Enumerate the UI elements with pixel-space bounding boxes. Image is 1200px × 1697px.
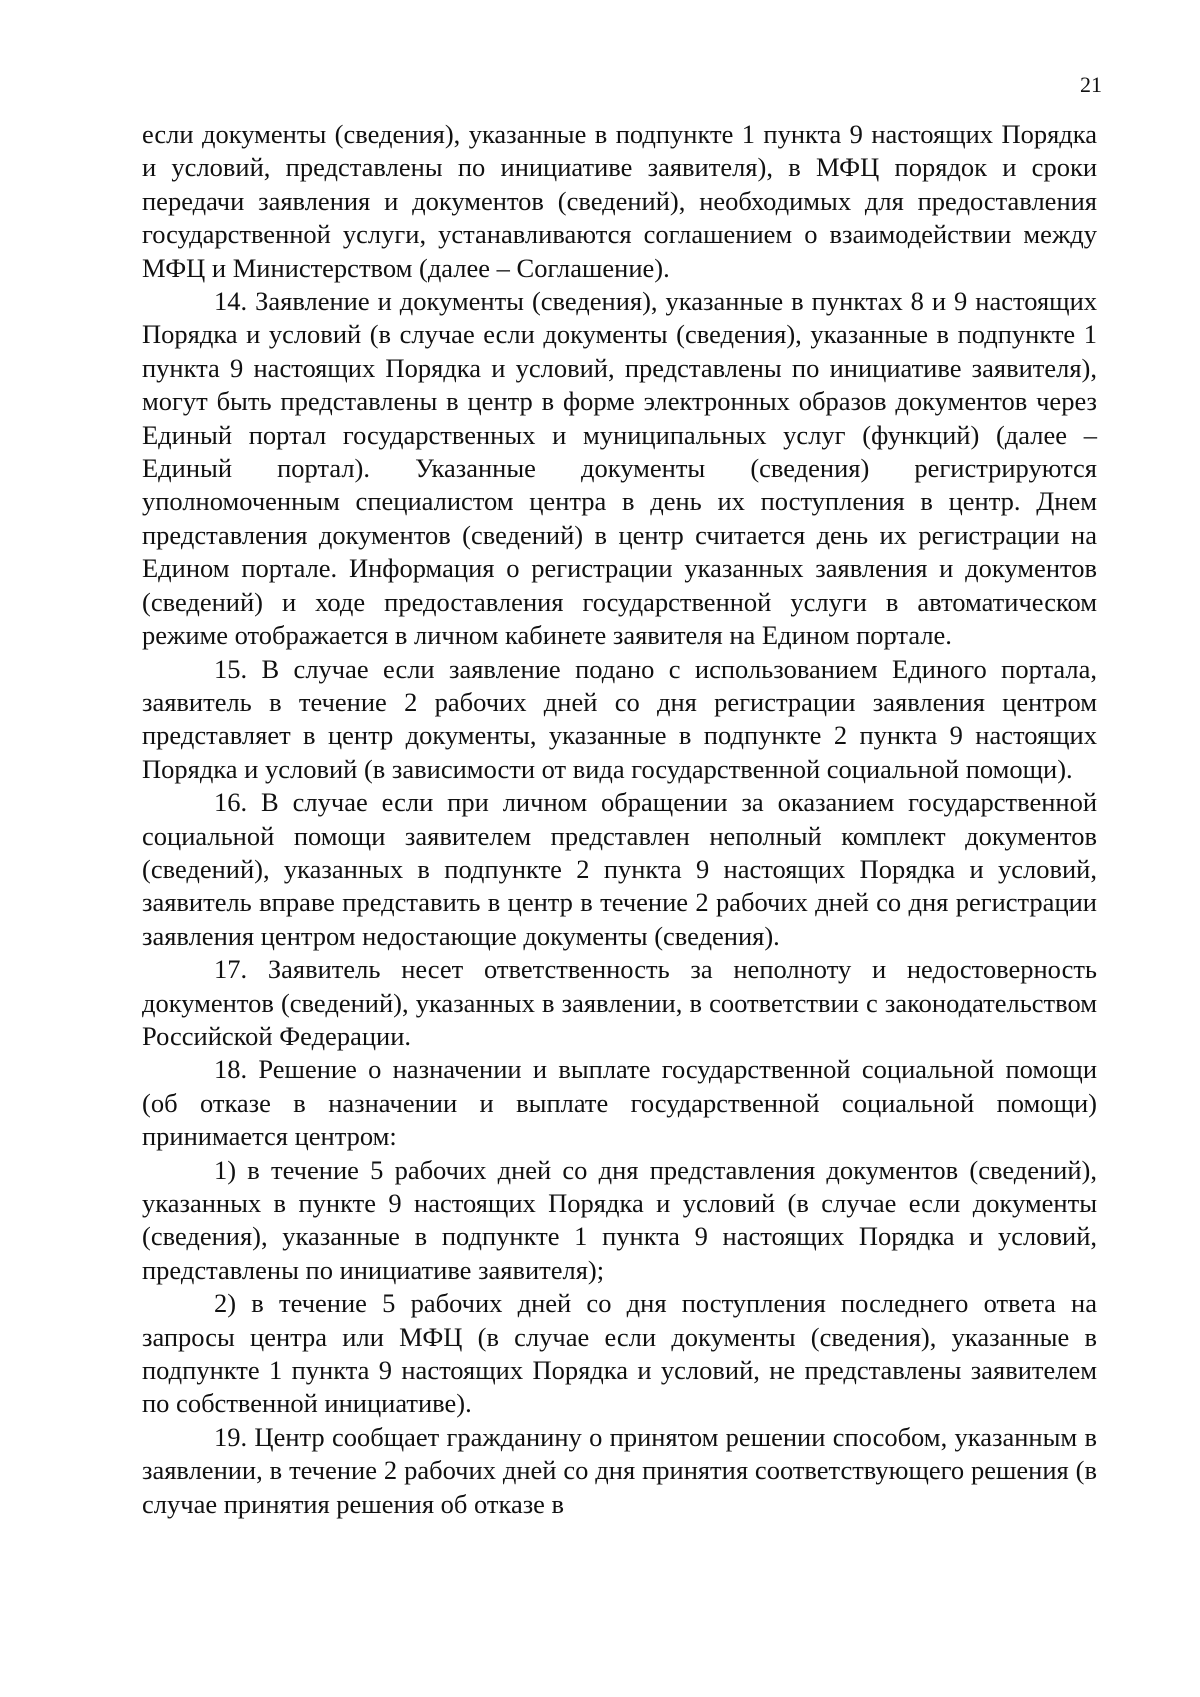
page-number: 21 (1080, 72, 1102, 97)
paragraph-continuation: если документы (сведения), указанные в подпункте 1 пункта 9 настоящих Порядка и условий, представлены по инициативе заявителя), в МФЦ порядок и сроки передачи заявления и документов (сведений), необходимых для предоставления государственной услуги, устанавливаются соглашением о взаимодействии между МФЦ и Министерством (далее – Соглашение). (142, 119, 1097, 283)
paragraph-17: 17. Заявитель несет ответственность за неполноту и недостоверность документов (сведений), указанных в заявлении, в соответствии с законодательством Российской Федерации. (142, 954, 1097, 1051)
paragraph-16: 16. В случае если при личном обращении за оказанием государственной социальной помощи заявителем представлен неполный комплект документов (сведений), указанных в подпункте 2 пункта 9 настоящих Порядка и условий, заявитель вправе представить в центр в течение 2 рабочих дней со дня регистрации заявления центром недостающие документы (сведения). (142, 787, 1097, 951)
paragraph-18: 18. Решение о назначении и выплате государственной социальной помощи (об отказе в назначении и выплате государственной социальной помощи) принимается центром: (142, 1054, 1097, 1152)
document-body (142, 118, 1097, 1521)
paragraph-18-item-1: 1) в течение 5 рабочих дней со дня представления документов (сведений), указанных в пункте 9 настоящих Порядка и условий (в случае если документы (сведения), указанные в подпункте 1 пункта 9 настоящих Порядка и условий, представлены по инициативе заявителя); (142, 1154, 1097, 1285)
paragraph-19: 19. Центр сообщает гражданину о принятом решении способом, указанным в заявлении, в течение 2 рабочих дней со дня принятия соответствующего решения (в случае принятия решения об отказе в (142, 1421, 1097, 1519)
paragraph-15: 15. В случае если заявление подано с использованием Единого портала, заявитель в течение 2 рабочих дней со дня регистрации заявления центром представляет в центр документы, указанные в подпункте 2 пункта 9 настоящих Порядка и условий (в зависимости от вида государственной социальной помощи). (142, 653, 1097, 784)
paragraph-18-item-2: 2) в течение 5 рабочих дней со дня поступления последнего ответа на запросы центра или МФЦ (в случае если документы (сведения), указанные в подпункте 1 пункта 9 настоящих Порядка и условий, не представлены заявителем по собственной инициативе). (142, 1288, 1097, 1419)
paragraph-14: 14. Заявление и документы (сведения), указанные в пунктах 8 и 9 настоящих Порядка и условий (в случае если документы (сведения), указанные в подпункте 1 пункта 9 настоящих Порядка и условий, представлены по инициативе заявителя), могут быть представлены в центр в форме электронных образов документов через Единый портал государственных и муниципальных услуг (функций) (далее – Единый портал). Указанные документы (сведения) регистрируются уполномоченным специалистом центра в день их поступления в центр. Днем представления документов (сведений) в центр считается день их регистрации на Едином портале. Информация о регистрации указанных заявления и документов (сведений) и ходе предоставления государственной услуги в автоматическом режиме отображается в личном кабинете заявителя на Едином портале. (142, 286, 1097, 651)
